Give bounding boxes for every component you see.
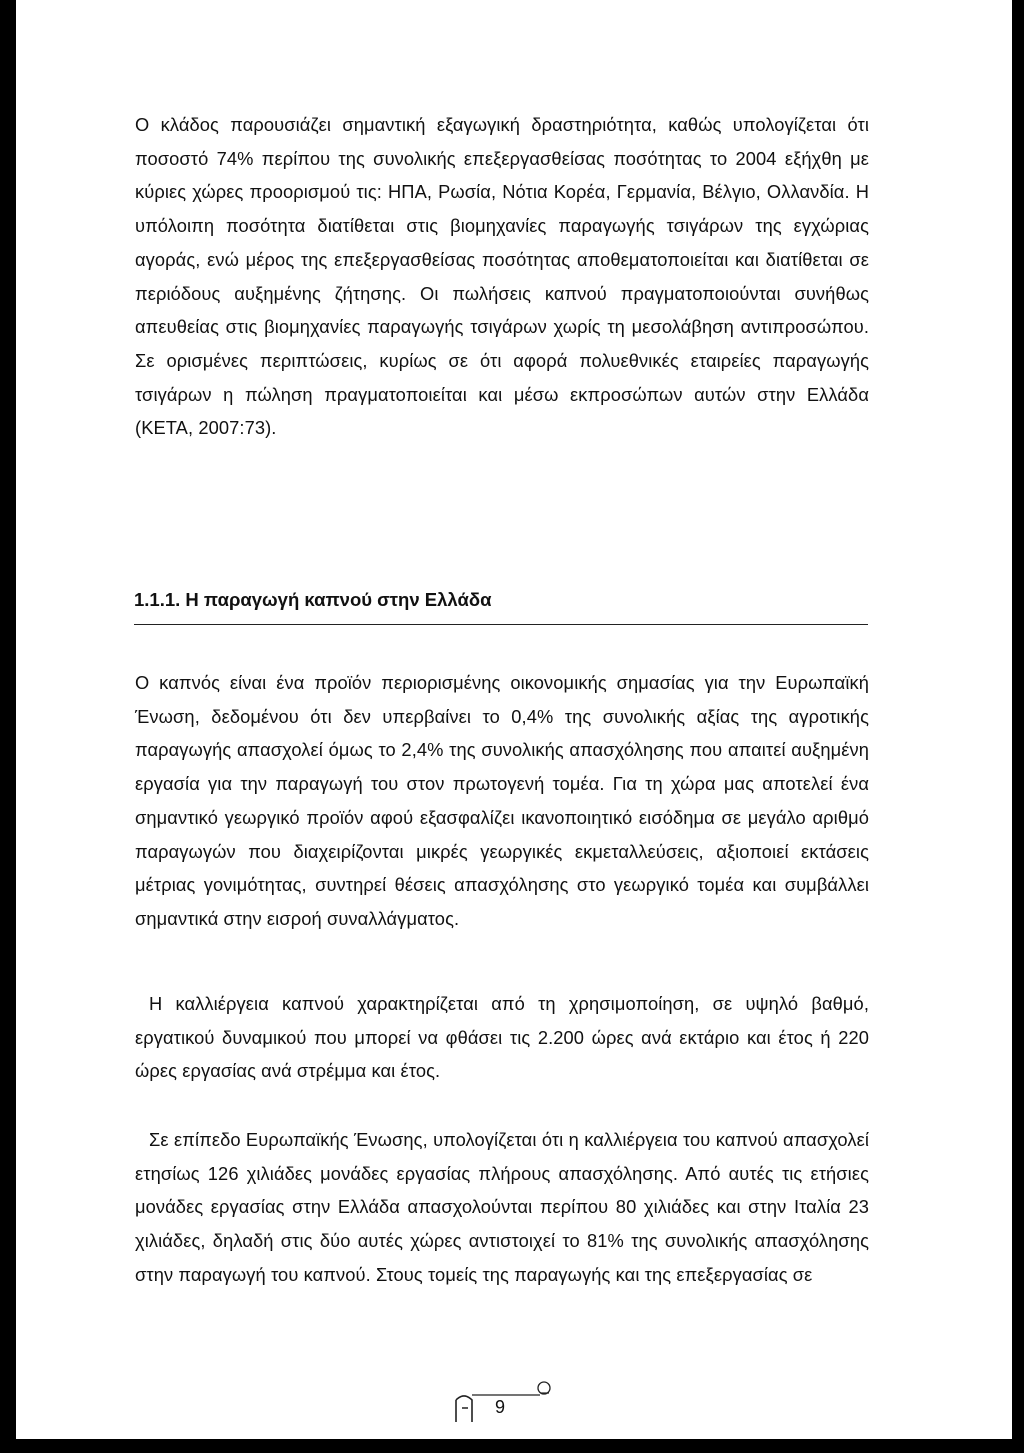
section-heading: 1.1.1. Η παραγωγή καπνού στην Ελλάδα bbox=[134, 589, 492, 610]
paragraph-labor-intensity: Η καλλιέργεια καπνού χαρακτηρίζεται από τη χρησιμοποίηση, σε υψηλό βαθμό, εργατικού δυναμικού που μπορεί να φθάσει τις 2.200 ώρες ανά εκτάριο και έτος ή 220 ώρες εργασίας ανά στρέμμα και έτος. bbox=[135, 993, 869, 1082]
scan-border-bottom bbox=[0, 1439, 1024, 1453]
paragraph-eu-employment: Σε επίπεδο Ευρωπαϊκής Ένωσης, υπολογίζεται ότι η καλλιέργεια του καπνού απασχολεί ετησίως 126 χιλιάδες μονάδες εργασίας πλήρους απασχόλησης. Από αυτές τις ετήσιες μονάδες εργασίας στην Ελλάδα απασχολούνται περίπου 80 χιλιάδες και στην Ιταλία 23 χιλιάδες, δηλαδή στις δύο αυτές χώρες αντιστοιχεί το 81% της συνολικής απασχόλησης στην παραγωγή του καπνού. Στους τομείς της παραγωγής και της επεξεργασίας σε bbox=[135, 1129, 869, 1285]
footer-library-stamp-icon bbox=[452, 1378, 562, 1428]
scan-border-left bbox=[0, 0, 16, 1453]
scan-border-right bbox=[1012, 0, 1024, 1453]
paragraph-export-activity: Ο κλάδος παρουσιάζει σημαντική εξαγωγική δραστηριότητα, καθώς υπολογίζεται ότι ποσοστό 74% περίπου της συνολικής επεξεργασθείσας ποσότητας το 2004 εξήχθη με κύριες χώρες προορισμού τις: ΗΠΑ, Ρωσία, Νότια Κορέα, Γερμανία, Βέλγιο, Ολλανδία. Η υπόλοιπη ποσότητα διατίθεται στις βιομηχανίες παραγωγής τσιγάρων της εγχώριας αγοράς, ενώ μέρος της επεξεργασθείσας ποσότητας αποθεματοποιείται και διατίθεται σε περιόδους αυξημένης ζήτησης. Οι πωλήσεις καπνού πραγματοποιούνται συνήθως απευθείας στις βιομηχανίες παραγωγής τσιγάρων χωρίς τη μεσολάβηση αντιπροσώπου. Σε ορισμένες περιπτώσεις, κυρίως σε ότι αφορά πολυεθνικές εταιρείες παραγωγής τσιγάρων η πώληση πραγματοποιείται και μέσω εκπροσώπων αυτών στην Ελλάδα (ΚΕΤΑ, 2007:73). bbox=[135, 114, 869, 439]
paragraph-tobacco-importance: Ο καπνός είναι ένα προϊόν περιορισμένης οικονομικής σημασίας για την Ευρωπαϊκή Ένωση, δεδομένου ότι δεν υπερβαίνει το 0,4% της συνολικής αξίας της αγροτικής παραγωγής απασχολεί όμως το 2,4% της συνολικής απασχόλησης που απαιτεί αυξημένη εργασία για την παραγωγή του στον πρωτογενή τομέα. Για τη χώρα μας αποτελεί ένα σημαντικό γεωργικό προϊόν αφού εξασφαλίζει ικανοποιητικό εισόδημα σε μεγάλο αριθμό παραγωγών που διαχειρίζονται μικρές γεωργικές εκμεταλλεύσεις, αξιοποιεί εκτάσεις μέτριας γονιμότητας, συντηρεί θέσεις απασχόλησης στο γεωργικό τομέα και συμβάλλει σημαντικά στην εισροή συναλλάγματος. bbox=[135, 672, 869, 929]
page-number: 9 bbox=[495, 1397, 506, 1417]
heading-underline bbox=[134, 624, 868, 625]
